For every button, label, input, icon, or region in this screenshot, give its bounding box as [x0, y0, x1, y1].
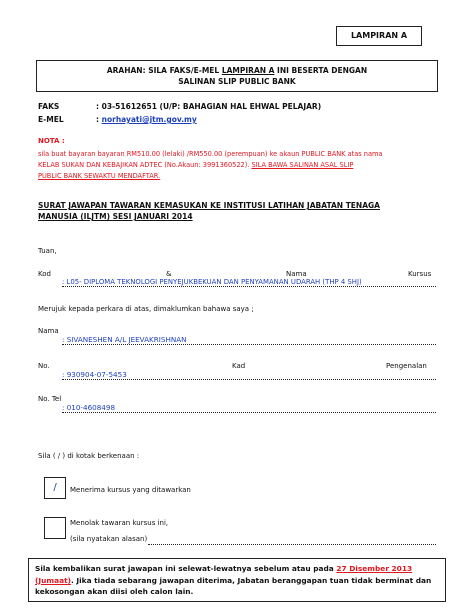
instruction-line-1: ARAHAN: SILA FAKS/E-MEL LAMPIRAN A INI BESERTA DENGAN — [106, 66, 368, 75]
reason-label: (sila nyatakan alasan) — [70, 535, 148, 543]
nota-text: sila buat bayaran bayaran RM510.00 (lelaki) /RM550.00 (perempuan) ke akaun PUBLIC BANK atas nama KELAB SUKAN DAN KEBAJIKAN ADTEC (No.Akaun: 3991360522). SILA BAWA SALINAN ASAL SLIP PUBLIC BANK SEWAKTU MENDAFTAR. — [38, 150, 383, 180]
instruction-box — [36, 60, 438, 92]
nama-label-top: Nama — [286, 270, 307, 278]
faks-value: : 03-51612651 (U/P: BAHAGIAN HAL EHWAL PELAJAR) — [96, 102, 322, 111]
kad-label: Kad — [232, 362, 246, 370]
course-field[interactable]: : L05- DIPLOMA TEKNOLOGI PENYEJUKBEKUAN DAN PENYAMANAN UDARAH (THP 4 SHJ) — [62, 278, 436, 287]
deadline-day: (Jumaat) — [35, 575, 71, 585]
subject-title: SURAT JAWAPAN TAWARAN KEMASUKAN KE INSTITUSI LATIHAN JABATAN TENAGA MANUSIA (ILJTM) SESI JANUARI 2014 — [38, 201, 380, 221]
nama-field-label: Nama — [38, 327, 59, 335]
lampiran-label: LAMPIRAN A — [336, 26, 422, 46]
kursus-label: Kursus — [408, 270, 432, 278]
checkmark-icon: / — [53, 482, 57, 493]
merujuk-text: Merujuk kepada perkara di atas, dimaklumkan bahawa saya ; — [38, 305, 254, 313]
tel-label: No. Tel — [38, 395, 62, 403]
accept-checkbox[interactable] — [44, 477, 66, 499]
accept-label: Menerima kursus yang ditawarkan — [70, 486, 191, 494]
email-link[interactable]: norhayati@jtm.gov.my — [101, 115, 197, 124]
no-label: No. — [38, 362, 50, 370]
emel-row: : norhayati@jtm.gov.my — [96, 115, 197, 124]
name-field[interactable]: : SIVANESHEN A/L JEEVAKRISHNAN — [62, 335, 436, 345]
deadline-date: 27 Disember 2013 — [336, 564, 413, 573]
faks-label: FAKS — [38, 102, 60, 111]
reason-field[interactable] — [148, 544, 436, 545]
reject-label: Menolak tawaran kursus ini, — [70, 519, 169, 527]
reject-checkbox[interactable] — [44, 517, 66, 539]
emel-label: E-MEL — [38, 115, 64, 124]
sila-tanda-text: Sila ( / ) di kotak berkenaan : — [38, 452, 140, 460]
lampiran-link: LAMPIRAN A — [221, 66, 275, 75]
kod-label: Kod — [38, 270, 51, 278]
salutation: Tuan, — [38, 247, 57, 255]
nota-title: NOTA : — [38, 137, 65, 145]
ic-field[interactable]: : 930904-07-5453 — [62, 370, 436, 380]
pengenalan-label: Pengenalan — [386, 362, 427, 370]
ampersand: & — [166, 270, 172, 278]
instruction-line-2: SALINAN SLIP PUBLIC BANK — [178, 77, 296, 86]
return-deadline-note: Sila kembalikan surat jawapan ini selewat-lewatnya sebelum atau pada 27 Disember 2013 (Jumaat). Jika tiada sebarang jawapan diterima, Jabatan beranggapan tuan tidak berminat dan kekosongan akan diisi oleh calon lain. — [28, 558, 446, 602]
tel-field[interactable]: : 010-4608498 — [62, 403, 436, 413]
